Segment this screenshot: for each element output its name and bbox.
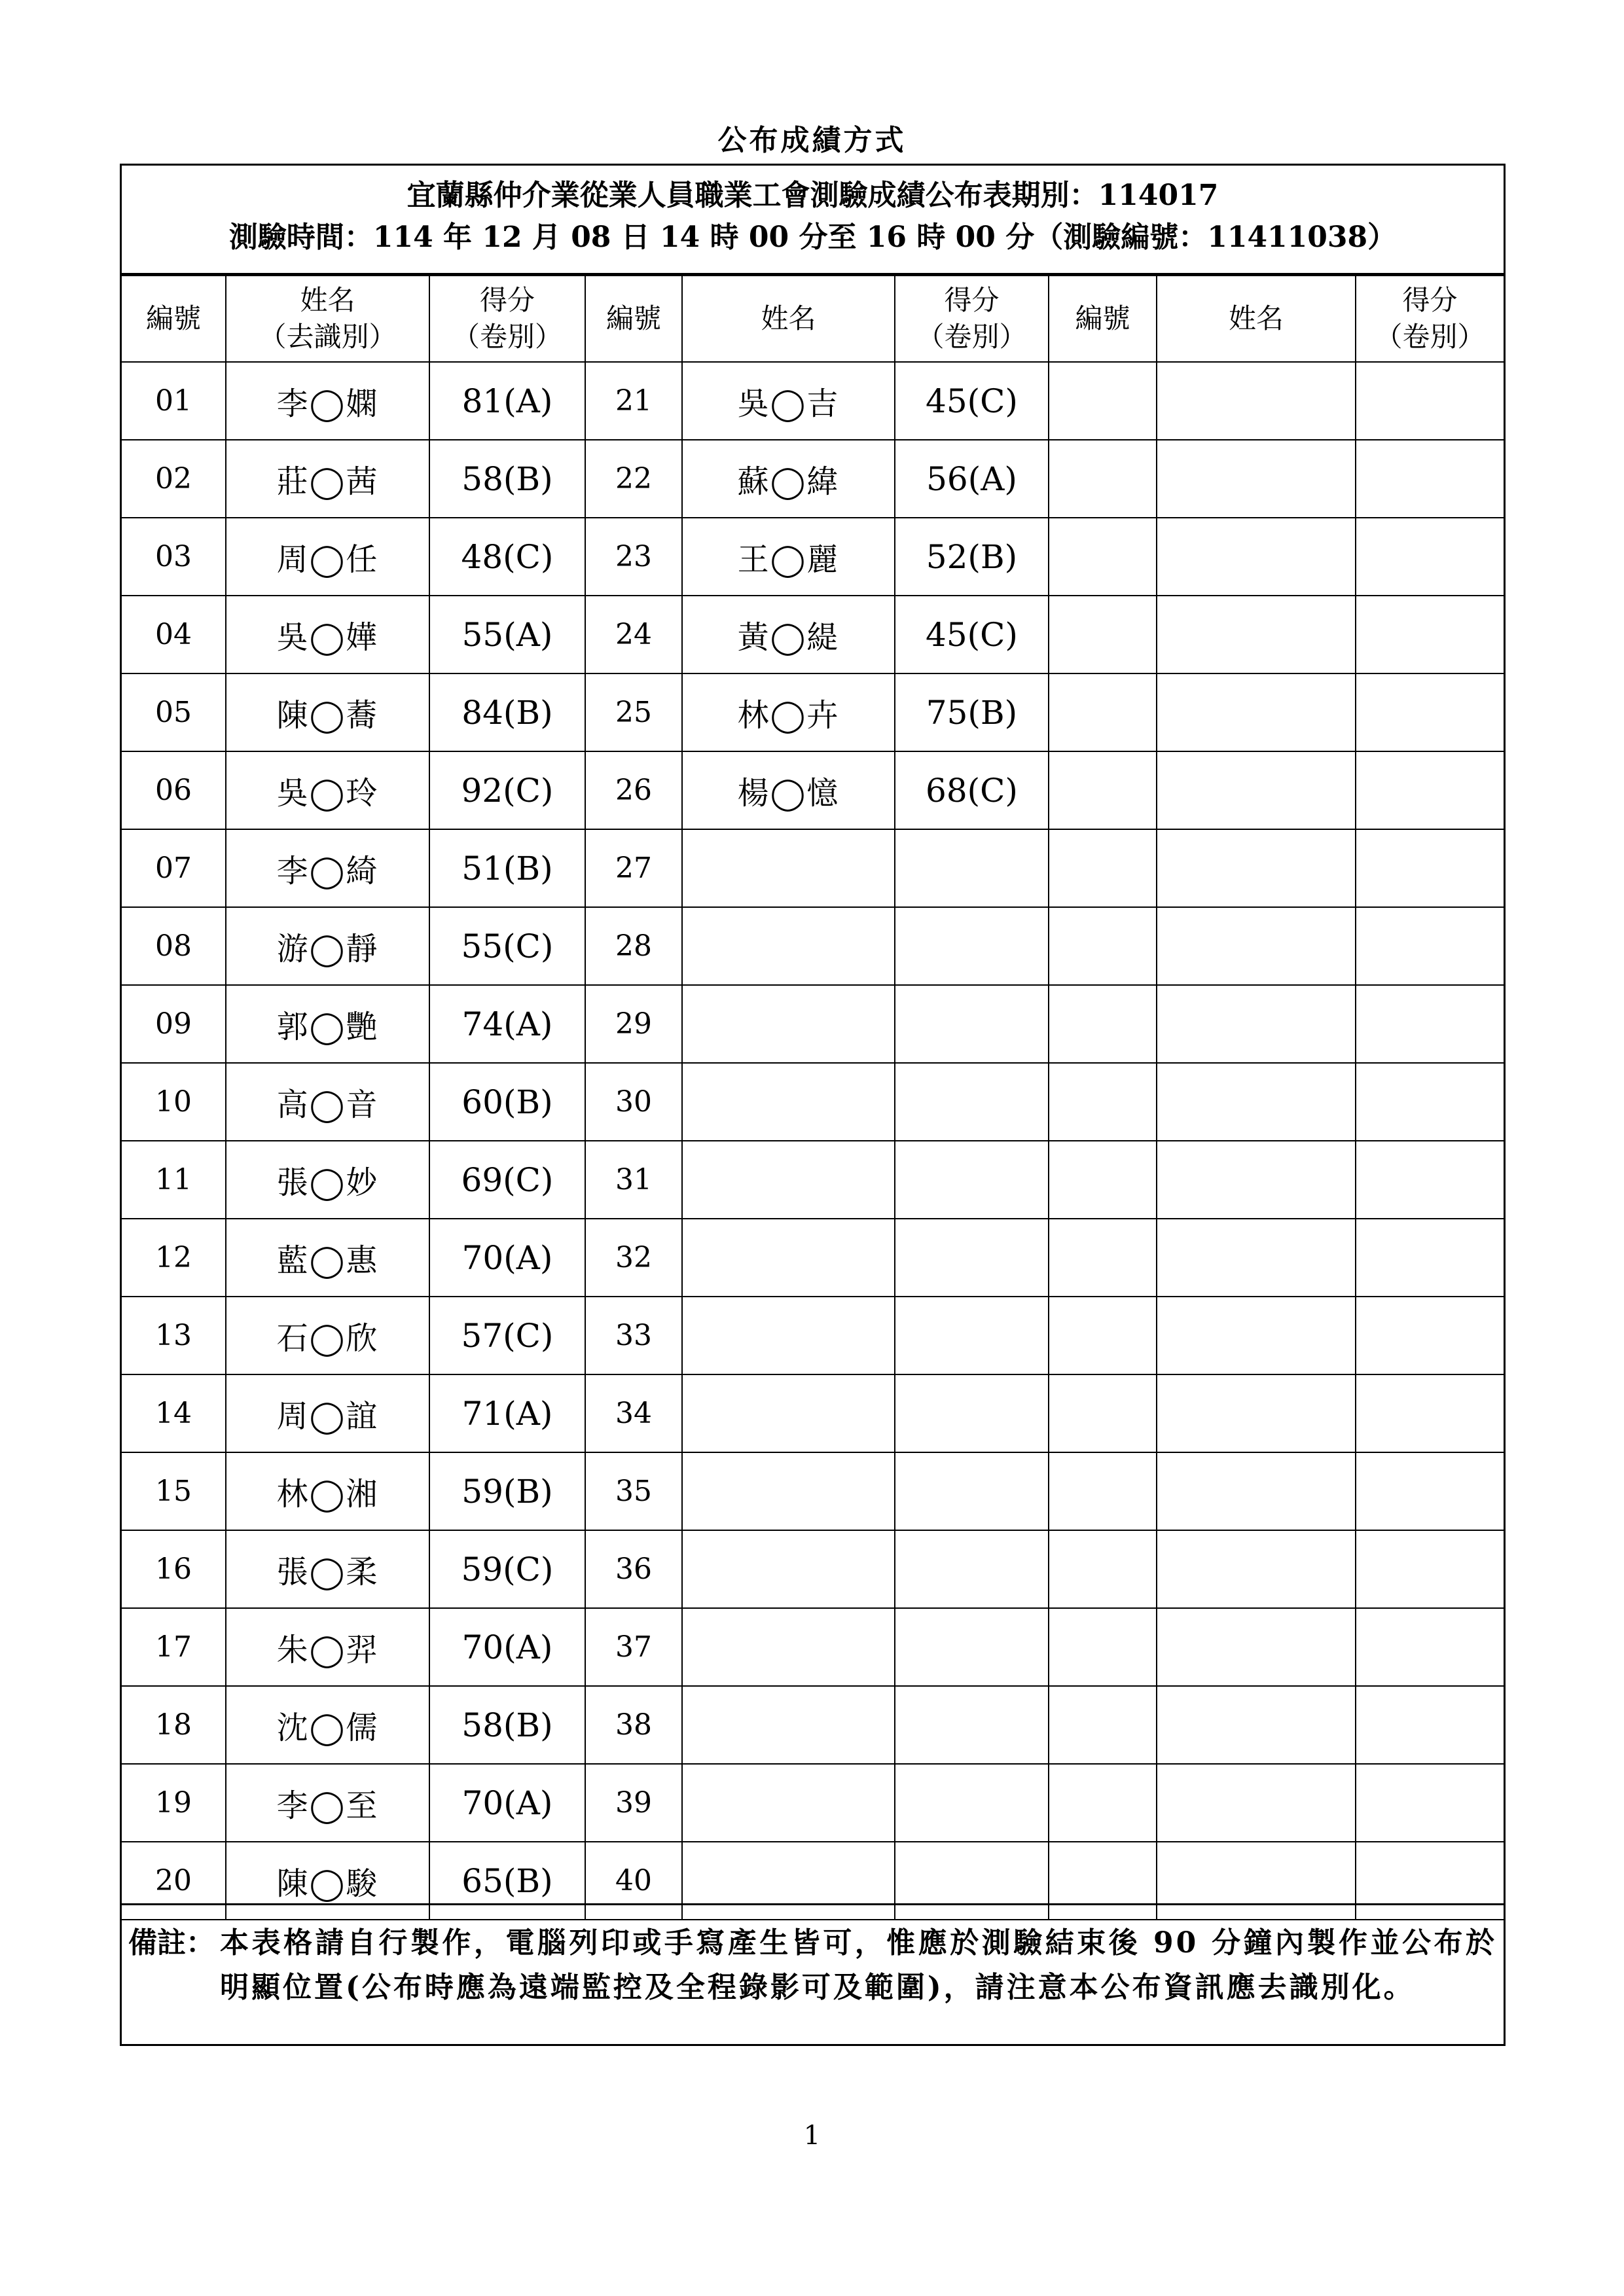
empty-number-cell [1049,907,1157,985]
student-name-right: 楊◯憶 [682,751,895,829]
row-number-right: 34 [585,1374,682,1452]
row-number-left: 20 [122,1842,226,1920]
student-name-left: 張◯妙 [226,1141,429,1219]
row-number-right: 28 [585,907,682,985]
row-number-right: 23 [585,518,682,596]
student-name-left: 陳◯蕎 [226,673,429,751]
row-number-left: 09 [122,985,226,1063]
results-grid [122,275,1504,1920]
empty-number-cell [1049,518,1157,596]
student-score-left: 55(C) [429,907,585,985]
header-row [122,276,1504,362]
student-score-right: 56(A) [895,440,1049,518]
empty-number-cell [1049,1374,1157,1452]
student-name-left: 周◯任 [226,518,429,596]
row-number-right: 32 [585,1219,682,1297]
table-row [122,673,1504,751]
student-name-right [682,907,895,985]
empty-score-cell [1356,907,1504,985]
table-row [122,596,1504,673]
row-number-left: 10 [122,1063,226,1141]
student-score-right: 45(C) [895,362,1049,440]
student-name-left: 李◯綺 [226,829,429,907]
row-number-right: 29 [585,985,682,1063]
col-name-1-sub: （去識別） [259,321,397,353]
results-table-frame [120,164,1506,2046]
student-name-right: 吳◯吉 [682,362,895,440]
empty-name-cell [1157,1063,1356,1141]
student-name-right [682,1141,895,1219]
row-number-right: 36 [585,1530,682,1608]
note-block [122,1903,1504,2044]
empty-score-cell [1356,1141,1504,1219]
table-row [122,1530,1504,1608]
empty-score-cell [1356,1063,1504,1141]
student-score-right: 52(B) [895,518,1049,596]
student-name-left: 吳◯玲 [226,751,429,829]
student-score-left: 60(B) [429,1063,585,1141]
student-name-right [682,985,895,1063]
row-number-right: 24 [585,596,682,673]
table-row [122,1297,1504,1374]
empty-number-cell [1049,1063,1157,1141]
student-score-right: 68(C) [895,751,1049,829]
empty-number-cell [1049,596,1157,673]
row-number-left: 15 [122,1452,226,1530]
student-score-right [895,1141,1049,1219]
empty-number-cell [1049,440,1157,518]
results-body [122,362,1504,1920]
empty-score-cell [1356,1530,1504,1608]
student-name-left: 周◯誼 [226,1374,429,1452]
row-number-right: 30 [585,1063,682,1141]
student-score-left: 59(B) [429,1452,585,1530]
student-name-right: 王◯麗 [682,518,895,596]
student-score-right [895,1452,1049,1530]
col-score-3 [1356,276,1504,362]
student-name-right [682,1452,895,1530]
empty-name-cell [1157,673,1356,751]
row-number-left: 17 [122,1608,226,1686]
row-number-left: 04 [122,596,226,673]
row-number-left: 07 [122,829,226,907]
empty-name-cell [1157,1530,1356,1608]
student-name-right [682,1530,895,1608]
page-number: 1 [803,2121,821,2151]
student-score-left: 51(B) [429,829,585,907]
student-score-right [895,1764,1049,1842]
row-number-left: 05 [122,673,226,751]
row-number-right: 37 [585,1608,682,1686]
row-number-right: 25 [585,673,682,751]
student-score-left: 71(A) [429,1374,585,1452]
student-name-left: 郭◯艷 [226,985,429,1063]
col-score-1 [429,276,585,362]
empty-number-cell [1049,1297,1157,1374]
col-score-2-main: 得分 [944,284,1000,316]
empty-name-cell [1157,1608,1356,1686]
table-row [122,1686,1504,1764]
student-name-right: 黃◯緹 [682,596,895,673]
row-number-left: 19 [122,1764,226,1842]
empty-score-cell [1356,1297,1504,1374]
student-name-left: 朱◯羿 [226,1608,429,1686]
student-score-left: 70(A) [429,1608,585,1686]
page-heading: 公布成績方式 [717,124,907,157]
table-row [122,1141,1504,1219]
col-score-1-main: 得分 [479,284,535,316]
student-name-right [682,1608,895,1686]
row-number-left: 02 [122,440,226,518]
student-name-right [682,829,895,907]
student-score-right [895,907,1049,985]
student-score-left: 65(B) [429,1842,585,1920]
empty-number-cell [1049,985,1157,1063]
student-score-right [895,985,1049,1063]
empty-name-cell [1157,1219,1356,1297]
student-name-right [682,1686,895,1764]
empty-name-cell [1157,1141,1356,1219]
empty-score-cell [1356,1686,1504,1764]
table-title: 宜蘭縣仲介業從業人員職業工會測驗成績公布表期別：114017 [406,179,1219,212]
empty-score-cell [1356,362,1504,440]
empty-score-cell [1356,673,1504,751]
student-score-left: 70(A) [429,1219,585,1297]
empty-score-cell [1356,1608,1504,1686]
student-name-right [682,1063,895,1141]
empty-number-cell [1049,1608,1157,1686]
empty-score-cell [1356,1764,1504,1842]
col-number-3: 編號 [1049,276,1157,362]
student-name-right: 林◯卉 [682,673,895,751]
student-score-right: 45(C) [895,596,1049,673]
table-row [122,985,1504,1063]
row-number-left: 13 [122,1297,226,1374]
empty-name-cell [1157,1297,1356,1374]
student-name-left: 吳◯嬅 [226,596,429,673]
table-title-block [122,166,1504,275]
col-score-2 [895,276,1049,362]
row-number-left: 06 [122,751,226,829]
student-score-left: 58(B) [429,440,585,518]
student-name-left: 石◯欣 [226,1297,429,1374]
empty-number-cell [1049,1686,1157,1764]
col-name-2: 姓名 [682,276,895,362]
empty-name-cell [1157,751,1356,829]
student-name-right [682,1374,895,1452]
student-name-right [682,1764,895,1842]
empty-name-cell [1157,596,1356,673]
row-number-right: 27 [585,829,682,907]
student-score-left: 48(C) [429,518,585,596]
student-score-left: 57(C) [429,1297,585,1374]
empty-number-cell [1049,362,1157,440]
note-row [128,1921,1497,2010]
empty-number-cell [1049,673,1157,751]
student-name-right [682,1297,895,1374]
col-score-3-main: 得分 [1402,284,1458,316]
row-number-right: 26 [585,751,682,829]
row-number-left: 14 [122,1374,226,1452]
empty-number-cell [1049,1530,1157,1608]
student-score-right [895,1063,1049,1141]
empty-name-cell [1157,985,1356,1063]
table-row [122,1374,1504,1452]
empty-name-cell [1157,907,1356,985]
empty-score-cell [1356,518,1504,596]
empty-number-cell [1049,1452,1157,1530]
empty-score-cell [1356,1219,1504,1297]
student-name-left: 莊◯茜 [226,440,429,518]
row-number-left: 03 [122,518,226,596]
col-name-1 [226,276,429,362]
row-number-left: 18 [122,1686,226,1764]
note-text: 本表格請自行製作，電腦列印或手寫產生皆可，惟應於測驗結束後 90 分鐘內製作並公布於明顯位置(公布時應為遠端監控及全程錄影可及範圍)，請注意本公布資訊應去識別化。 [220,1926,1497,2004]
empty-number-cell [1049,751,1157,829]
empty-name-cell [1157,440,1356,518]
table-row [122,1608,1504,1686]
empty-score-cell [1356,596,1504,673]
student-name-right [682,1219,895,1297]
empty-number-cell [1049,1764,1157,1842]
empty-name-cell [1157,1764,1356,1842]
student-score-left: 69(C) [429,1141,585,1219]
row-number-right: 22 [585,440,682,518]
student-score-left: 55(A) [429,596,585,673]
student-score-right [895,1374,1049,1452]
empty-number-cell [1049,1219,1157,1297]
student-score-left: 74(A) [429,985,585,1063]
empty-score-cell [1356,440,1504,518]
row-number-right: 21 [585,362,682,440]
student-score-right [895,1686,1049,1764]
col-score-3-sub: （卷別） [1375,321,1485,353]
student-score-left: 92(C) [429,751,585,829]
table-row [122,518,1504,596]
student-name-left: 陳◯駿 [226,1842,429,1920]
row-number-left: 16 [122,1530,226,1608]
row-number-left: 11 [122,1141,226,1219]
col-name-1-main: 姓名 [300,284,355,316]
student-name-left: 游◯靜 [226,907,429,985]
table-row [122,829,1504,907]
student-score-left: 59(C) [429,1530,585,1608]
student-score-right [895,1219,1049,1297]
student-name-left: 藍◯惠 [226,1219,429,1297]
student-name-left: 李◯嫻 [226,362,429,440]
empty-name-cell [1157,1374,1356,1452]
student-name-left: 林◯湘 [226,1452,429,1530]
row-number-right: 39 [585,1764,682,1842]
empty-score-cell [1356,829,1504,907]
row-number-left: 08 [122,907,226,985]
table-row [122,1764,1504,1842]
student-score-left: 58(B) [429,1686,585,1764]
table-row [122,1452,1504,1530]
empty-number-cell [1049,1141,1157,1219]
empty-score-cell [1356,1374,1504,1452]
note-label: 備註： [128,1926,215,1960]
student-name-left: 高◯音 [226,1063,429,1141]
col-number-1: 編號 [122,276,226,362]
student-name-left: 沈◯儒 [226,1686,429,1764]
empty-name-cell [1157,518,1356,596]
student-score-left: 81(A) [429,362,585,440]
row-number-right: 33 [585,1297,682,1374]
empty-number-cell [1049,829,1157,907]
empty-name-cell [1157,362,1356,440]
student-name-left: 張◯柔 [226,1530,429,1608]
row-number-left: 01 [122,362,226,440]
col-number-2: 編號 [585,276,682,362]
empty-score-cell [1356,1452,1504,1530]
table-row [122,1219,1504,1297]
table-row [122,440,1504,518]
row-number-left: 12 [122,1219,226,1297]
empty-name-cell [1157,829,1356,907]
row-number-right: 40 [585,1842,682,1920]
student-score-right [895,1297,1049,1374]
student-name-left: 李◯至 [226,1764,429,1842]
empty-name-cell [1157,1686,1356,1764]
empty-score-cell [1356,751,1504,829]
student-score-right [895,1530,1049,1608]
row-number-right: 31 [585,1141,682,1219]
empty-score-cell [1356,985,1504,1063]
empty-name-cell [1157,1452,1356,1530]
col-score-2-sub: （卷別） [916,321,1027,353]
table-row [122,362,1504,440]
table-row [122,907,1504,985]
col-name-3: 姓名 [1157,276,1356,362]
exam-time-line: 測驗時間：114 年 12 月 08 日 14 時 00 分至 16 時 00 分（測驗編號：11411038） [228,221,1397,254]
student-score-right: 75(B) [895,673,1049,751]
student-score-left: 84(B) [429,673,585,751]
table-row [122,751,1504,829]
row-number-right: 35 [585,1452,682,1530]
row-number-right: 38 [585,1686,682,1764]
table-row [122,1063,1504,1141]
student-score-right [895,1608,1049,1686]
student-name-right: 蘇◯緯 [682,440,895,518]
student-score-left: 70(A) [429,1764,585,1842]
col-score-1-sub: （卷別） [452,321,562,353]
student-score-right [895,829,1049,907]
